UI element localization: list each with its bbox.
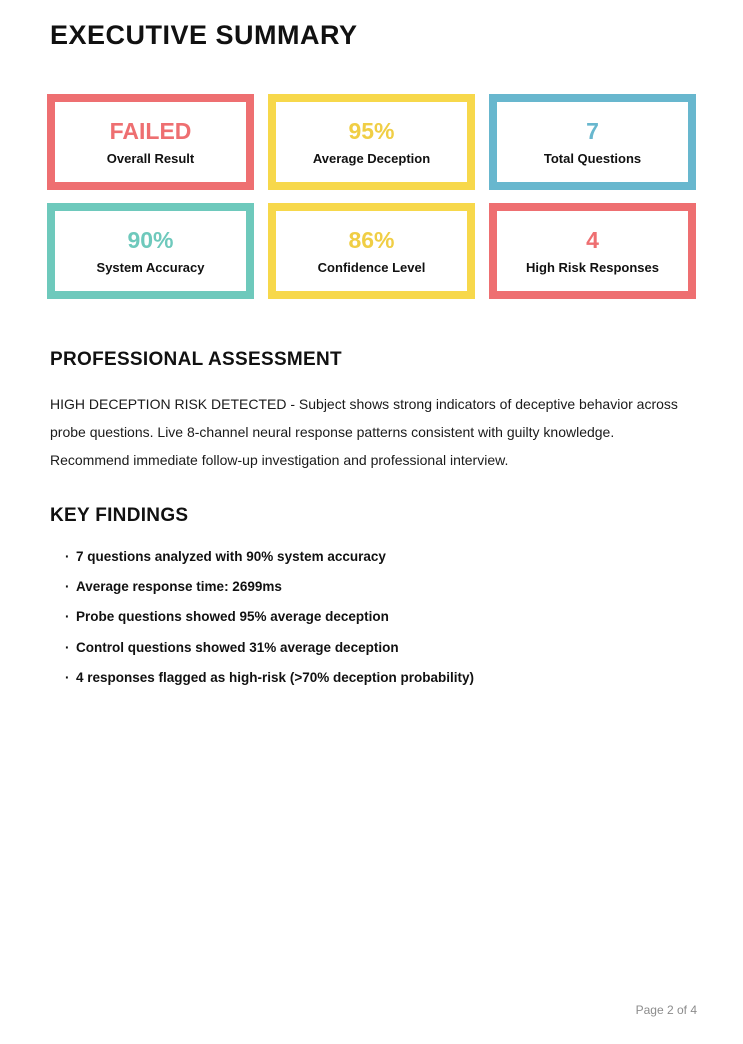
key-findings-section (47, 505, 696, 686)
key-finding-item: · 4 responses flagged as high-risk (>70% deception probability) (65, 670, 696, 686)
stat-value: 86% (348, 226, 395, 253)
stat-value: 7 (586, 117, 599, 144)
stat-card-total-questions (489, 94, 696, 190)
stat-card-system-accuracy (47, 203, 254, 299)
stat-label: Total Questions (543, 150, 642, 166)
key-findings-heading: KEY FINDINGS (50, 505, 189, 526)
key-finding-item: · Average response time: 2699ms (65, 579, 696, 595)
key-finding-item: · Probe questions showed 95% average deception (65, 609, 696, 625)
stat-card-average-deception (268, 94, 475, 190)
stat-card-high-risk-responses (489, 203, 696, 299)
stat-cards-grid (47, 94, 696, 299)
stat-label: Average Deception (312, 150, 431, 166)
professional-assessment-section (47, 349, 696, 474)
key-finding-item: · Control questions showed 31% average deception (65, 640, 696, 656)
stat-value: 95% (348, 117, 395, 144)
page-number: Page 2 of 4 (635, 1003, 697, 1017)
stat-card-confidence-level (268, 203, 475, 299)
page-title: EXECUTIVE SUMMARY (50, 20, 358, 50)
stat-label: High Risk Responses (526, 259, 659, 275)
stat-label: System Accuracy (96, 259, 205, 275)
key-findings-list (50, 549, 696, 686)
professional-assessment-body: HIGH DECEPTION RISK DETECTED - Subject shows strong indicators of deceptive behavior across probe questions. Live 8-channel neural response patterns consistent with guilty knowledge. Recommend immediate follow-up investigation and professional interview. (50, 396, 678, 468)
stat-value: FAILED (109, 117, 192, 144)
stat-label: Overall Result (106, 150, 195, 166)
stat-card-overall-result (47, 94, 254, 190)
stat-value: 4 (586, 226, 599, 253)
professional-assessment-heading: PROFESSIONAL ASSESSMENT (50, 349, 342, 370)
key-finding-item: · 7 questions analyzed with 90% system accuracy (65, 549, 696, 565)
stat-value: 90% (127, 226, 174, 253)
stat-label: Confidence Level (317, 259, 426, 275)
